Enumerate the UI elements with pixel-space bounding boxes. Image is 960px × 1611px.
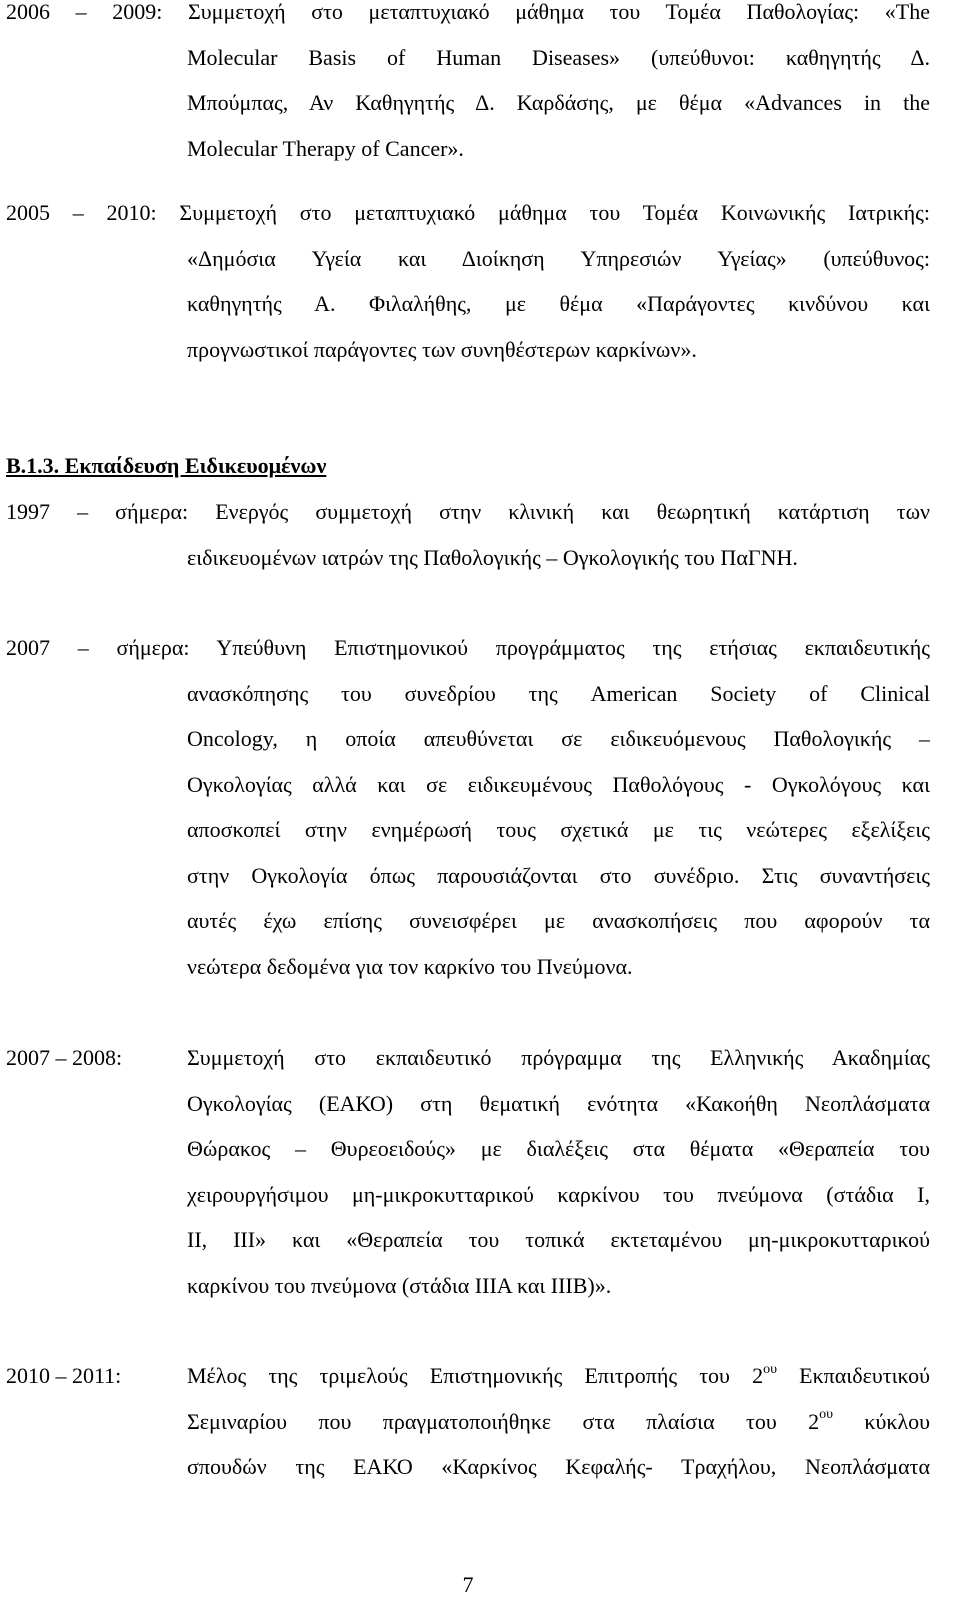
section-heading: Β.1.3. Εκπαίδευση Ειδικευομένων bbox=[6, 453, 327, 478]
entry-2005-2010 bbox=[6, 190, 930, 372]
entry-line: Θώρακος – Θυρεοειδούς» με διαλέξεις στα θέματα «Θεραπεία του bbox=[187, 1136, 930, 1161]
entry-line: Συμμετοχή στο εκπαιδευτικό πρόγραμμα της Ελληνικής Ακαδημίας bbox=[187, 1045, 930, 1070]
entry-2007-2008 bbox=[6, 1035, 930, 1308]
entry-line: καθηγητής Α. Φιλαλήθης, με θέμα «Παράγοντες κινδύνου και bbox=[187, 291, 930, 316]
entry-2006-2009 bbox=[6, 0, 930, 171]
entry-line: 2005 – 2010: Συμμετοχή στο μεταπτυχιακό μάθημα του Τομέα Κοινωνικής Ιατρικής: bbox=[6, 200, 930, 225]
entry-line: Μπούμπας, Αν Καθηγητής Δ. Καρδάσης, με θέμα «Advances in the bbox=[187, 90, 930, 115]
entry-line: 2006 – 2009: Συμμετοχή στο μεταπτυχιακό μάθημα του Τομέα Παθολογίας: «The bbox=[6, 0, 930, 24]
entry-line: ειδικευομένων ιατρών της Παθολογικής – Ογκολογικής του ΠαΓΝΗ. bbox=[187, 544, 798, 570]
entry-line: Ογκολογίας αλλά και σε ειδικευμένους Παθολόγους - Ογκολόγους και bbox=[187, 771, 930, 797]
entry-text: Εκπαιδευτικού bbox=[777, 1363, 930, 1388]
entry-line: 2007 – σήμερα: Υπεύθυνη Επιστημονικού προγράμματος της ετήσιας εκπαιδευτικής bbox=[6, 635, 930, 660]
entry-text: κύκλου bbox=[833, 1408, 930, 1434]
entry-text: Μέλος της τριμελούς Επιστημονικής Επιτροπής του 2 bbox=[187, 1363, 764, 1388]
entry-date: 2007 – 2008: bbox=[6, 1045, 123, 1070]
entry-2010-2011 bbox=[6, 1353, 930, 1490]
page-number: 7 bbox=[462, 1572, 474, 1597]
entry-line: Molecular Basis of Human Diseases» (υπεύθυνοι: καθηγητής Δ. bbox=[187, 44, 930, 70]
entry-line: Oncology, η οποία απευθύνεται σε ειδικευόμενους Παθολογικής – bbox=[187, 726, 930, 751]
entry-line: στην Ογκολογία όπως παρουσιάζονται στο συνέδριο. Στις συναντήσεις bbox=[187, 862, 930, 888]
entry-1997-present bbox=[6, 489, 930, 580]
entry-line: «Δημόσια Υγεία και Διοίκηση Υπηρεσιών Υγείας» (υπεύθυνος: bbox=[187, 245, 930, 271]
entry-2007-present bbox=[6, 625, 930, 989]
entry-date: 2010 – 2011: bbox=[6, 1363, 122, 1388]
entry-line bbox=[187, 1353, 930, 1399]
entry-text: Σεμιναρίου που πραγματοποιήθηκε στα πλαίσια του 2 bbox=[187, 1408, 820, 1434]
entry-line: νεώτερα δεδομένα για τον καρκίνο του Πνεύμονα. bbox=[187, 953, 633, 979]
entry-line: ανασκόπησης του συνεδρίου της American Society of Clinical bbox=[187, 680, 930, 706]
entry-line: Ογκολογίας (ΕΑΚΟ) στη θεματική ενότητα «Κακοήθη Νεοπλάσματα bbox=[187, 1090, 930, 1116]
entry-line: χειρουργήσιμου μη-μικροκυτταρικού καρκίνου του πνεύμονα (στάδια Ι, bbox=[187, 1181, 930, 1207]
entry-line: ΙΙ, ΙΙΙ» και «Θεραπεία του τοπικά εκτεταμένου μη-μικροκυτταρικού bbox=[187, 1227, 930, 1252]
entry-line: Molecular Therapy of Cancer». bbox=[187, 135, 464, 161]
ordinal-superscript: ου bbox=[763, 1361, 778, 1377]
entry-line: καρκίνου του πνεύμονα (στάδια ΙΙΙΑ και ΙΙΙΒ)». bbox=[187, 1272, 612, 1298]
entry-line: σπουδών της ΕΑΚΟ «Καρκίνος Κεφαλής- Τραχήλου, Νεοπλάσματα bbox=[187, 1454, 930, 1479]
ordinal-superscript: ου bbox=[819, 1407, 834, 1423]
entry-line: προγνωστικοί παράγοντες των συνηθέστερων καρκίνων». bbox=[187, 336, 697, 362]
entry-line bbox=[187, 1399, 930, 1445]
entry-line: αποσκοπεί στην ενημέρωσή τους σχετικά με τις νεώτερες εξελίξεις bbox=[187, 817, 930, 842]
entry-line: αυτές έχω επίσης συνεισφέρει με ανασκοπήσεις που αφορούν τα bbox=[187, 908, 930, 933]
entry-line: 1997 – σήμερα: Ενεργός συμμετοχή στην κλινική και θεωρητική κατάρτιση των bbox=[6, 499, 930, 524]
